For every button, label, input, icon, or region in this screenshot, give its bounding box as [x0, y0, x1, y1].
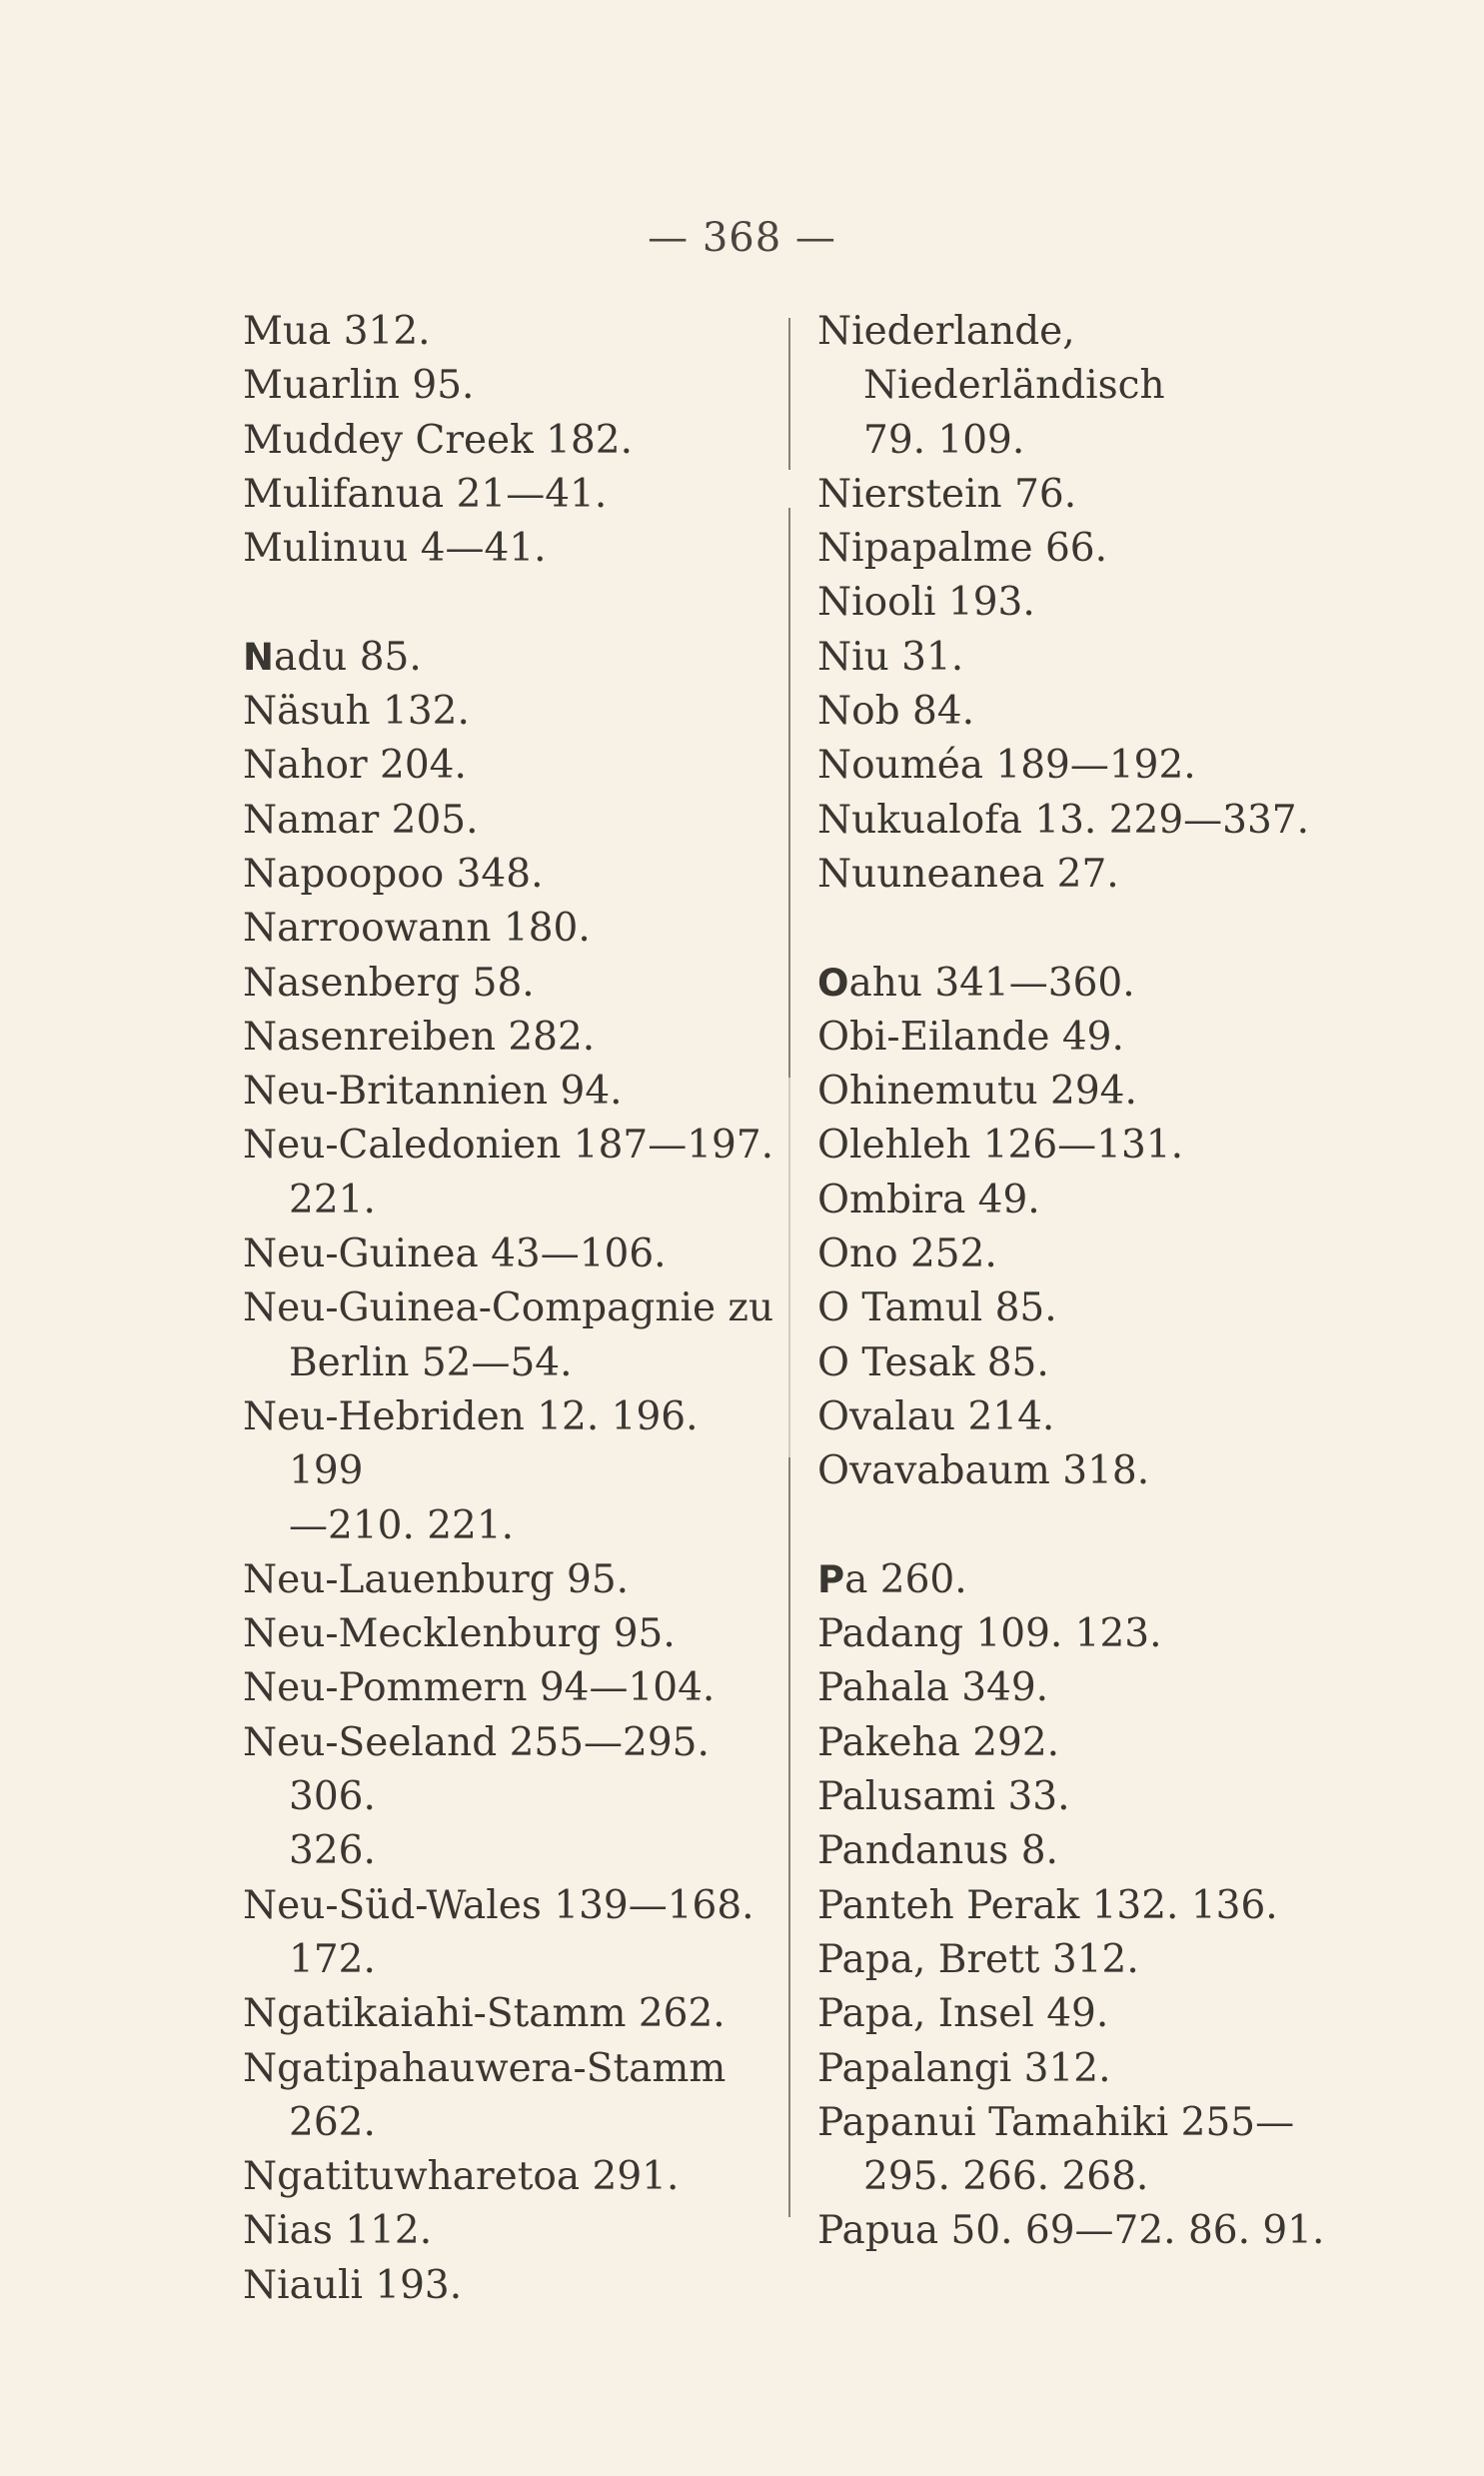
index-entry [243, 794, 782, 848]
index-entry [817, 957, 1377, 1011]
index-entry-continuation: 172. [289, 1936, 376, 1982]
index-entry-text: Ohinemutu 294. [817, 1069, 1137, 1115]
index-entry [243, 305, 782, 359]
index-entry-text: ahu 341—360. [848, 960, 1135, 1006]
index-entry [243, 1390, 782, 1553]
index-entry [817, 2096, 1377, 2205]
index-entry-continuation: 262. [289, 2099, 376, 2145]
index-entry-text: Nuuneanea 27. [817, 851, 1119, 897]
index-entry [817, 1607, 1377, 1661]
index-entry-text: a 260. [844, 1556, 967, 1602]
index-entry-text: Ombira 49. [817, 1177, 1040, 1223]
index-entry [243, 359, 782, 413]
index-entry-text: Palusami 33. [817, 1774, 1070, 1820]
index-entry-text: Ovavabaum 318. [817, 1448, 1150, 1494]
index-entry [817, 1716, 1377, 1770]
index-entry-text: adu 85. [273, 634, 422, 680]
index-entry-text: Namar 205. [243, 797, 479, 843]
index-entry-text: Mulifanua 21—41. [243, 471, 608, 517]
index-entry-text: Nierstein 76. [817, 471, 1077, 517]
index-entry-text: Nob 84. [817, 689, 974, 735]
index-entry-text: Ono 252. [817, 1232, 997, 1277]
index-entry [243, 957, 782, 1011]
index-entry [817, 685, 1377, 739]
section-initial-letter: O [817, 961, 849, 1005]
index-entry [817, 1065, 1377, 1119]
index-entry [243, 414, 782, 468]
page-number: — 368 — [648, 215, 836, 261]
index-entry [817, 1770, 1377, 1824]
index-entry-continuation: —210. 221. [289, 1502, 515, 1548]
index-entry-text: Muarlin 95. [243, 363, 475, 409]
index-entry [817, 1879, 1377, 1933]
index-entry-text: Neu-Guinea 43—106. [243, 1232, 667, 1277]
section-initial-letter: P [817, 1557, 845, 1601]
index-entry [243, 739, 782, 793]
index-entry-text: Panteh Perak 132. 136. [817, 1882, 1278, 1928]
index-entry-text: Pakeha 292. [817, 1719, 1060, 1765]
index-entry-text: Neu-Lauenburg 95. [243, 1556, 630, 1602]
index-entry-text: Niooli 193. [817, 580, 1035, 626]
index-entry-continuation: 295. 266. 268. [863, 2154, 1149, 2200]
index-entry [817, 1119, 1377, 1173]
index-entry-text: Neu-Britannien 94. [243, 1069, 623, 1115]
index-column-right [817, 305, 1377, 2259]
index-entry-text: Neu-Guinea-Compagnie zu [243, 1285, 774, 1331]
index-entry-text: Neu-Caledonien 187—197. [243, 1123, 774, 1169]
index-entry-text: Nias 112. [243, 2208, 433, 2254]
index-entry [243, 1716, 782, 1879]
index-entry-text: Nukualofa 13. 229—337. [817, 797, 1309, 843]
index-entry-text: O Tesak 85. [817, 1339, 1049, 1385]
index-entry [243, 468, 782, 522]
section-gap [243, 576, 782, 630]
index-entry [243, 2150, 782, 2204]
index-entry [817, 305, 1377, 468]
index-entry-text: Pahala 349. [817, 1665, 1049, 1711]
index-entry-text: Mulinuu 4—41. [243, 526, 547, 572]
index-entry-text: Napoopoo 348. [243, 851, 544, 897]
index-entry [243, 2042, 782, 2151]
index-entry [817, 1228, 1377, 1281]
index-entry [817, 2204, 1377, 2258]
index-entry [243, 1553, 782, 1607]
section-gap [817, 902, 1377, 956]
index-entry-text: Narroowann 180. [243, 906, 591, 952]
index-entry-text: O Tamul 85. [817, 1285, 1057, 1331]
index-entry-text: Ovalau 214. [817, 1393, 1055, 1439]
index-entry-text: Niederlande, Niederländisch [817, 309, 1165, 409]
index-entry-text: Neu-Mecklenburg 95. [243, 1611, 676, 1657]
index-entry [817, 1281, 1377, 1335]
index-entry-text: Nouméa 189—192. [817, 743, 1196, 789]
index-entry-text: Neu-Hebriden 12. 196. 199 [243, 1393, 699, 1494]
index-entry [817, 1824, 1377, 1878]
index-entry [243, 848, 782, 902]
index-entry [817, 1336, 1377, 1390]
index-entry-text: Padang 109. 123. [817, 1611, 1162, 1657]
index-entry-text: Näsuh 132. [243, 689, 470, 735]
index-entry [243, 1661, 782, 1715]
index-entry [817, 576, 1377, 630]
index-entry [243, 2204, 782, 2258]
index-entry-text: Papalangi 312. [817, 2045, 1111, 2091]
index-entry-continuation: Berlin 52—54. [289, 1339, 573, 1385]
index-entry-text: Neu-Pommern 94—104. [243, 1665, 716, 1711]
index-entry [243, 1011, 782, 1065]
index-entry [243, 522, 782, 576]
index-entry-text: Niu 31. [817, 634, 964, 680]
index-entry-text: Ngatituwharetoa 291. [243, 2154, 680, 2200]
index-entry [243, 2259, 782, 2313]
index-entry-text: Papa, Brett 312. [817, 1936, 1139, 1982]
index-entry-text: Obi-Eilande 49. [817, 1014, 1124, 1060]
index-entry-text: Nasenberg 58. [243, 960, 535, 1006]
index-entry [817, 739, 1377, 793]
index-column-left [243, 305, 782, 2313]
index-entry [817, 631, 1377, 685]
index-entry [817, 794, 1377, 848]
index-entry [243, 1119, 782, 1228]
index-entry [243, 902, 782, 956]
index-entry [243, 631, 782, 685]
index-entry-text: Mua 312. [243, 309, 431, 354]
index-entry [817, 848, 1377, 902]
index-entry-continuation: 79. 109. [863, 417, 1025, 463]
index-entry [817, 1933, 1377, 1987]
index-entry [817, 2042, 1377, 2096]
index-entry-text: Nasenreiben 282. [243, 1014, 596, 1060]
index-entry-text: Ngatipahauwera-Stamm [243, 2045, 727, 2091]
index-entry [817, 1661, 1377, 1715]
index-entry-text: Olehleh 126—131. [817, 1123, 1183, 1169]
index-entry-text: Nipapalme 66. [817, 526, 1107, 572]
index-entry-text: Neu-Süd-Wales 139—168. [243, 1882, 754, 1928]
index-entry [243, 1987, 782, 2041]
index-entry [243, 1879, 782, 1988]
index-entry [243, 1281, 782, 1390]
index-entry [817, 1390, 1377, 1444]
index-entry [243, 1228, 782, 1281]
index-entry [243, 1607, 782, 1661]
section-gap [817, 1499, 1377, 1553]
index-entry [817, 522, 1377, 576]
index-entry-text: Papa, Insel 49. [817, 1991, 1109, 2037]
index-entry-continuation: 326. [289, 1828, 376, 1874]
index-entry-text: Pandanus 8. [817, 1828, 1058, 1874]
section-initial-letter: N [243, 635, 274, 679]
index-entry-text: Neu-Seeland 255—295. 306. [243, 1719, 710, 1820]
index-entry [817, 1174, 1377, 1228]
index-entry [817, 1444, 1377, 1498]
index-entry [817, 1553, 1377, 1607]
index-entry-text: Ngatikaiahi-Stamm 262. [243, 1991, 726, 2037]
index-entry [817, 468, 1377, 522]
index-entry-text: Nahor 204. [243, 743, 467, 789]
index-entry-text: Muddey Creek 182. [243, 417, 633, 463]
index-entry-continuation: 221. [289, 1177, 376, 1223]
index-entry-text: Niauli 193. [243, 2262, 463, 2308]
index-entry-text: Papanui Tamahiki 255— [817, 2099, 1295, 2145]
index-entry [243, 685, 782, 739]
index-entry [243, 1065, 782, 1119]
index-entry [817, 1987, 1377, 2041]
column-divider [788, 318, 790, 2217]
index-entry [817, 1011, 1377, 1065]
index-entry-text: Papua 50. 69—72. 86. 91. [817, 2208, 1325, 2254]
